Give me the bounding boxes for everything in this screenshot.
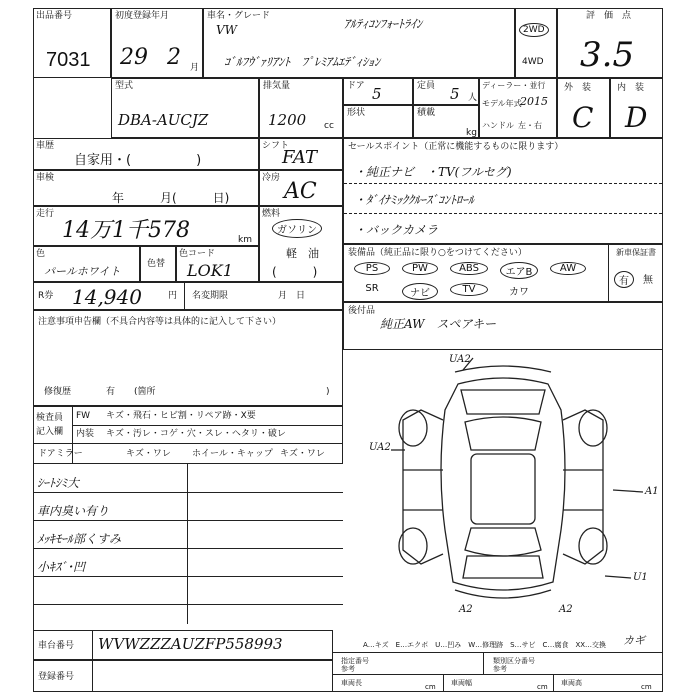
equip-pw: PW: [402, 262, 438, 275]
diagram-code-rear-left: A2: [459, 604, 473, 615]
color-value: パールホワイト: [44, 265, 121, 278]
dealer-box: [479, 78, 557, 138]
shape-box: [343, 105, 413, 138]
color-box: [33, 246, 140, 282]
equip-ps: PS: [354, 262, 390, 275]
diagram-legend: A…キズ E…エクボ U…凹み W…修理跡 S…サビ C…腐食 XX…交換: [363, 641, 607, 649]
doors-value: 5: [372, 85, 382, 103]
name-change-label: 名変期限: [192, 291, 229, 301]
capacity-label: 定員: [417, 81, 436, 91]
repair-value: 有: [106, 387, 116, 397]
footer-unit-1: cm: [425, 683, 436, 691]
recycle-divider: [184, 283, 185, 309]
first-reg-month-unit: 月: [190, 63, 200, 73]
fuel-diesel: 軽 油: [286, 247, 319, 260]
fuel-label: 燃料: [262, 209, 281, 219]
capacity-unit: 人: [468, 93, 478, 103]
sales-point-2: ・ﾀﾞｲﾅﾐｯｸｸﾙｰｽﾞｺﾝﾄﾛｰﾙ: [354, 193, 475, 207]
diagram-code-rear-right: U1: [633, 572, 648, 583]
footer-small-2: 参考: [341, 665, 355, 673]
car-name-label: 車名・グレード: [207, 11, 271, 21]
guarantee-yes: 有: [614, 271, 634, 288]
recycle-value: 14,940: [72, 285, 142, 309]
displacement-value: 1200: [268, 111, 307, 129]
first-reg-month: 2: [167, 45, 181, 70]
chassis-label: 車台番号: [38, 641, 75, 651]
diagram-code-front: UA2: [449, 354, 471, 365]
score-box: [557, 8, 663, 78]
inspector-fw-label: FW: [76, 411, 91, 421]
car-left-side: [403, 410, 443, 564]
usage-value: 自家用・( ): [74, 153, 202, 168]
color-change-box: [140, 246, 176, 282]
registration-box: [33, 660, 333, 692]
repair-location: (箇所: [134, 387, 156, 397]
recycle-box: [33, 282, 343, 310]
score-value: 3.5: [580, 35, 635, 75]
car-hood: [461, 390, 545, 414]
chassis-box: [33, 630, 333, 660]
capacity-value: 5: [450, 85, 460, 103]
footer-length: 車両長: [341, 679, 362, 687]
interior-box: [610, 78, 663, 138]
car-name-box: [203, 8, 515, 78]
color-code-box: [176, 246, 259, 282]
car-make: VW: [216, 23, 237, 37]
equip-aw: AW: [550, 262, 586, 275]
exterior-box: [557, 78, 610, 138]
footer-small-1: 指定番号: [341, 657, 369, 665]
car-trunk: [463, 556, 543, 578]
diagram-code-right: A1: [645, 486, 659, 497]
note-line-2: 車内臭い有り: [37, 504, 110, 518]
notes-label: 注意事項申告欄（不具合内容等は具体的に記入して下さい）: [38, 317, 282, 327]
inspection-fields: 年 月( 日): [112, 191, 230, 205]
footer-right: [333, 630, 663, 692]
equip-sr: SR: [365, 283, 379, 294]
aftermarket-label: 後付品: [348, 306, 376, 316]
repair-label: 修復歴: [44, 387, 72, 397]
drive-4wd: 4WD: [522, 57, 544, 67]
inspector-mirror-label: ドアミラー: [38, 449, 83, 459]
exterior-grade: C: [572, 101, 594, 134]
notes-box: [33, 310, 343, 406]
equipment-box: [343, 244, 663, 302]
equipment-label: 装備品（純正品に限り○をつけてください）: [348, 248, 527, 258]
doors-label: ドア: [347, 81, 365, 91]
note-line-3: ﾒｯｷﾓｰﾙ部くすみ: [37, 532, 122, 546]
inspector-int-text: キズ・汚レ・コゲ・穴・スレ・ヘタリ・破レ: [106, 429, 286, 439]
car-roof: [471, 454, 535, 524]
fuel-blank: ( ): [272, 265, 318, 279]
capacity-box: [413, 78, 479, 105]
lot-box: [33, 8, 111, 78]
guarantee-no: 無: [643, 275, 653, 286]
car-right-side: [563, 410, 603, 564]
model-year-label: モデル年式: [482, 99, 522, 108]
footer-unit-3: cm: [641, 683, 652, 691]
footer-unit-2: cm: [537, 683, 548, 691]
shape-label: 形状: [347, 108, 366, 118]
usage-box: [33, 138, 259, 170]
first-reg-label: 初度登録年月: [115, 11, 170, 21]
note-line-4: 小ｷｽﾞ･凹: [37, 560, 86, 574]
damage-diagram: [343, 350, 663, 626]
recycle-label: R券: [38, 291, 54, 301]
footer-small-3: 類別区分番号: [493, 657, 535, 665]
color-code-label: 色コード: [179, 249, 216, 259]
sales-point-1: ・純正ナビ ・TV(フルセグ): [354, 165, 512, 179]
diagram-code-rear-right-2: A2: [559, 604, 573, 615]
chassis-number: WVWZZZAUZFP558993: [98, 635, 283, 653]
mileage-label: 走行: [36, 209, 55, 219]
shift-label: シフト: [262, 141, 290, 151]
handwritten-notes-area: [33, 464, 343, 624]
registration-label: 登録番号: [38, 672, 75, 682]
footer-small-4: 参考: [493, 665, 507, 673]
inspector-fw-text: キズ・飛石・ヒビ割・リペア跡・X要: [106, 411, 256, 421]
car-model-name: ｱﾙﾃｨｺﾝﾌｫｰﾄﾗｲﾝ: [344, 17, 423, 31]
load-label: 積載: [417, 108, 436, 118]
inspector-int-label: 内装: [76, 429, 95, 439]
fuel-value: ガソリン: [272, 219, 322, 238]
first-reg-box: [111, 8, 203, 78]
color-change-label: 色替: [147, 259, 166, 269]
mileage-box: [33, 206, 259, 246]
displacement-unit: cc: [324, 121, 334, 131]
doors-box: [343, 78, 413, 105]
inspector-wheel-label: ホイール・キャップ: [192, 449, 273, 459]
note-line-1: ｼｰﾄｼﾐ大: [37, 476, 80, 490]
displacement-label: 排気量: [263, 81, 291, 91]
aftermarket-value: 純正AW スペアキー: [380, 317, 497, 331]
mileage-value: 14万1千578: [62, 218, 190, 243]
sales-points-label: セールスポイント（正常に機能するものに限ります）: [348, 142, 564, 152]
car-body-outline: [441, 378, 565, 590]
shift-box: [259, 138, 343, 170]
lot-label: 出品番号: [36, 11, 73, 21]
diagram-legend-extra: カギ: [623, 634, 645, 647]
aircon-box: [259, 170, 343, 206]
inspection-box: [33, 170, 259, 206]
sales-point-3: ・バックカメラ: [354, 223, 439, 237]
car-grade: ｺﾞﾙﾌｳﾞｧﾘｱﾝﾄ ﾌﾟﾚﾐｱﾑｴﾃﾞｨｼｮﾝ: [224, 55, 381, 69]
footer-width: 車両幅: [451, 679, 472, 687]
recycle-unit: 円: [168, 291, 178, 301]
aircon-value: AC: [284, 179, 317, 204]
model-box: [111, 78, 259, 138]
shift-value: FAT: [282, 147, 317, 168]
car-outline-svg: [343, 350, 663, 626]
color-code-value: LOK1: [187, 261, 233, 280]
diagram-code-left: UA2: [369, 442, 391, 453]
equip-navi: ナビ: [402, 283, 438, 300]
new-guarantee-label: 新車保証書: [616, 248, 656, 257]
inspector-wheel-text: キズ・ワレ: [280, 449, 325, 459]
inspector-label-top: 検査員: [36, 413, 64, 423]
repair-close: ): [326, 387, 330, 397]
fuel-box: [259, 206, 343, 282]
model-code: DBA-AUCJZ: [118, 111, 209, 129]
car-windshield: [465, 417, 541, 450]
equip-leather: カワ: [509, 287, 529, 298]
drive-box: [515, 8, 557, 78]
model-label: 型式: [115, 81, 134, 91]
aftermarket-box: [343, 302, 663, 350]
interior-label: 内 装: [617, 83, 645, 93]
sales-points-box: [343, 138, 663, 244]
equip-airbag: エアB: [500, 262, 538, 279]
color-label: 色: [36, 249, 46, 259]
score-label: 評 価 点: [586, 11, 632, 21]
first-reg-year: 29: [120, 45, 148, 70]
steering-options: 左・右: [518, 121, 542, 130]
displacement-box: [259, 78, 343, 138]
lot-number: 7031: [46, 49, 91, 71]
footer-height: 車両高: [561, 679, 582, 687]
equip-tv: TV: [450, 283, 488, 296]
dealer-label: ディーラー・並行: [482, 81, 546, 90]
usage-label: 車歴: [36, 141, 55, 151]
equip-abs: ABS: [450, 262, 488, 275]
inspector-mirror-text: キズ・ワレ: [126, 449, 171, 459]
load-unit: kg: [466, 128, 477, 138]
model-year-value: 2015: [520, 95, 548, 108]
car-rear-window: [465, 528, 541, 556]
steering-label: ハンドル: [482, 121, 514, 130]
name-change-unit: 月 日: [278, 291, 306, 301]
mileage-unit: km: [238, 235, 252, 245]
interior-grade: D: [625, 101, 648, 134]
aircon-label: 冷房: [262, 173, 281, 183]
load-box: [413, 105, 479, 138]
inspector-label-bottom: 記入欄: [36, 427, 64, 437]
drive-2wd: 2WD: [519, 23, 549, 37]
inspector-box: [33, 406, 343, 464]
exterior-label: 外 装: [564, 83, 592, 93]
inspection-label: 車検: [36, 173, 55, 183]
